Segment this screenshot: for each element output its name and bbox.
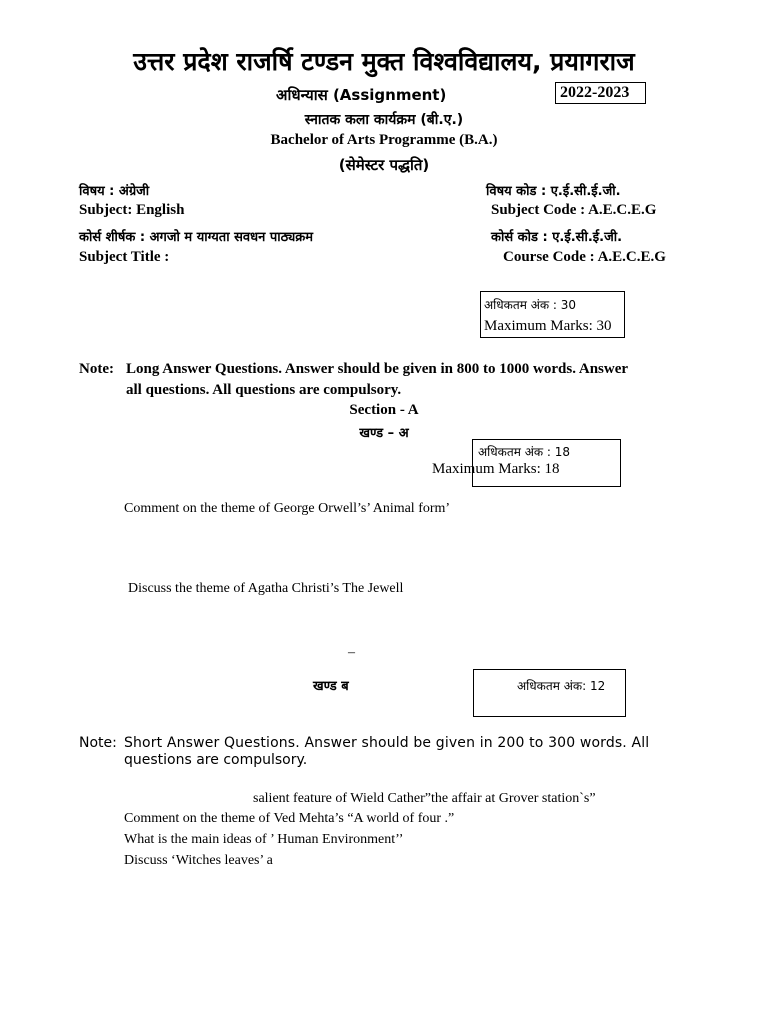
course-code-english: Course Code : A.E.C.E.G [503,249,666,265]
system-label: (सेमेस्टर पद्धति) [338,156,430,174]
section-a-marks-hindi: अधिकतम अंक : 18 [478,445,571,459]
section-b-marks-hindi: अधिकतम अंक: 12 [517,679,606,693]
section-b-question-4: Discuss ‘Witches leaves’ a [124,853,273,868]
university-title: उत्तर प्रदेश राजर्षि टण्डन मुक्त विश्वविद्यालय, प्रयागराज [133,47,635,76]
section-b-question-2: Comment on the theme of Ved Mehta’s “A world of four .” [124,811,455,826]
section-b-question-3: What is the main ideas of ’ Human Environment’’ [124,832,404,847]
assignment-label: अधिन्यास (Assignment) [276,86,447,104]
subject-code-english: Subject Code : A.E.C.E.G [491,202,657,218]
section-a-question-2: Discuss the theme of Agatha Christi’s The Jewell [128,581,404,596]
note-long-label: Note: [79,361,114,377]
note-short-line2: questions are compulsory. [124,752,308,768]
section-a-marks-english: Maximum Marks: 18 [432,461,560,477]
year-label: 2022-2023 [560,84,630,101]
program-english: Bachelor of Arts Programme (B.A.) [270,132,498,148]
section-b-dash: – [348,645,355,660]
subject-hindi: विषय : अंग्रेजी [79,184,150,199]
section-b-marks-box [473,669,626,717]
program-hindi: स्नातक कला कार्यक्रम (बी.ए.) [304,112,464,128]
section-a-question-1: Comment on the theme of George Orwell’s’ Animal form’ [124,501,451,516]
course-title-hindi: कोर्स शीर्षक : अगजो म याग्यता सवधन पाठ्यक्रम [79,230,314,245]
course-code-hindi: कोर्स कोड : ए.ई.सी.ई.जी. [491,230,623,245]
max-marks-hindi: अधिकतम अंक : 30 [484,298,577,312]
max-marks-box [480,291,625,338]
note-long-line2: all questions. All questions are compulsory. [126,382,402,398]
subject-title-english: Subject Title : [79,249,170,265]
note-short-label: Note: [79,735,117,751]
note-short-line1: Short Answer Questions. Answer should be given in 200 to 300 words. All [124,735,650,751]
section-b-title-hindi: खण्ड ब [313,679,349,694]
year-box [555,82,646,104]
subject-code-hindi: विषय कोड : ए.ई.सी.ई.जी. [486,184,621,199]
section-a-title-hindi: खण्ड – अ [359,426,409,441]
section-b-question-1: salient feature of Wield Cather”the affair at Grover station`s” [253,791,596,806]
subject-english: Subject: English [79,202,185,218]
max-marks-english: Maximum Marks: 30 [484,318,612,334]
note-long-line1: Long Answer Questions. Answer should be given in 800 to 1000 words. Answer [126,361,629,377]
section-a-title: Section - A [349,402,419,418]
